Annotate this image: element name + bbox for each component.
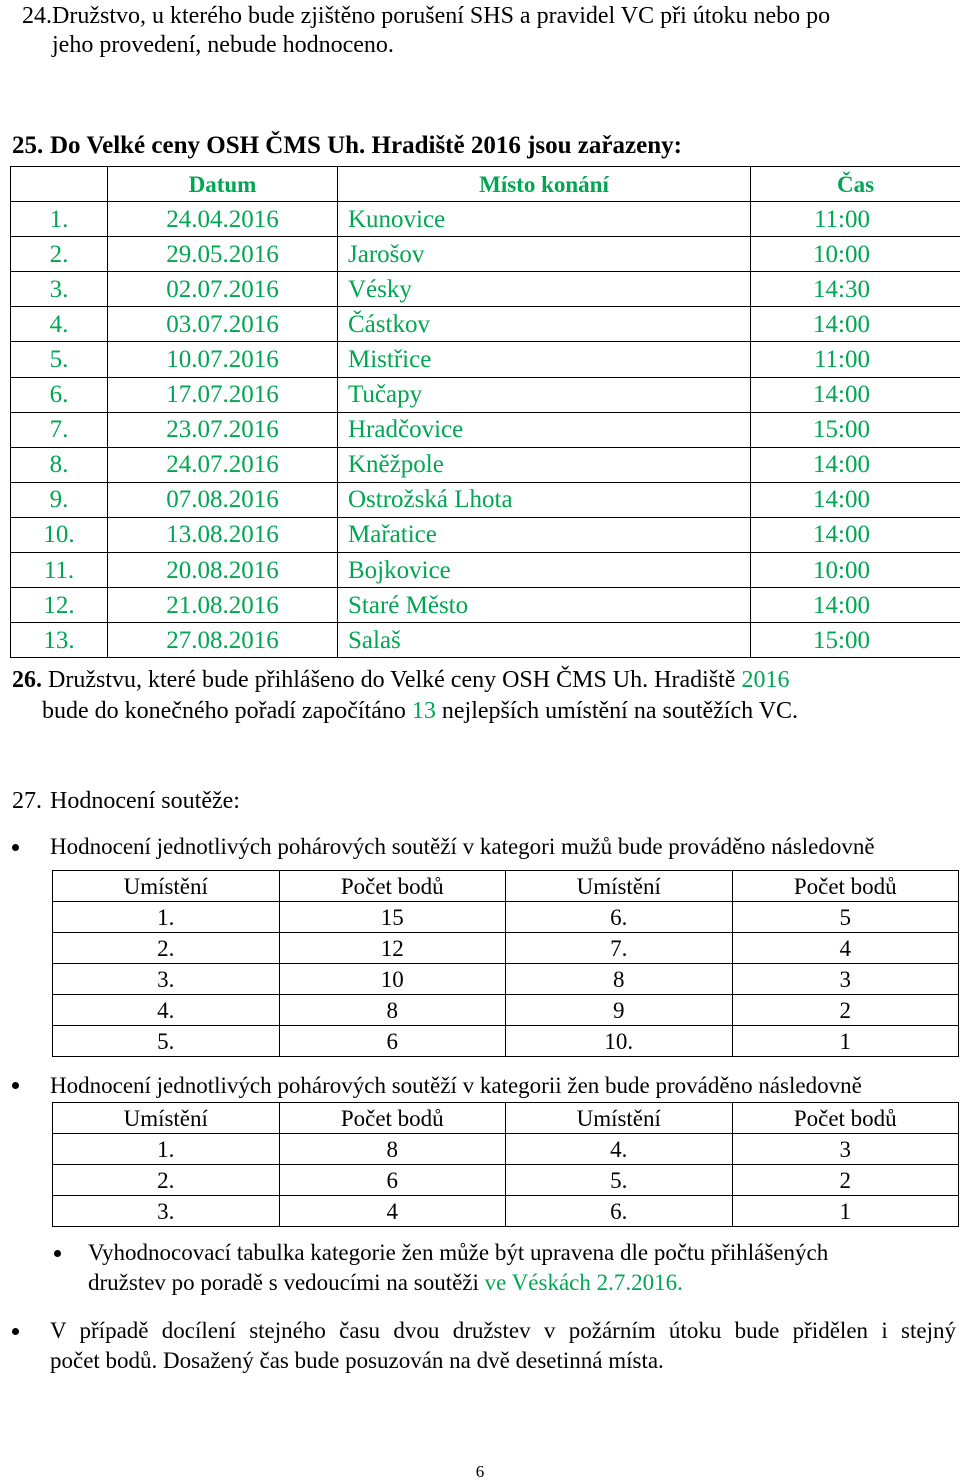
race-number: 7. (11, 412, 108, 447)
race-place: Vésky (338, 272, 751, 307)
men-points-2: 2 (732, 995, 959, 1026)
races-row (11, 412, 960, 447)
race-number: 13. (11, 623, 108, 658)
race-number: 5. (11, 342, 108, 377)
men-points-1: 10 (279, 964, 506, 995)
race-time: 11:00 (751, 202, 960, 237)
men-points-row (53, 995, 959, 1026)
race-number: 11. (11, 553, 108, 588)
race-time: 14:00 (751, 307, 960, 342)
race-number: 4. (11, 307, 108, 342)
item-27-text: Hodnocení soutěže: (50, 788, 240, 814)
men-points-2: 5 (732, 902, 959, 933)
men-points-header-row (53, 871, 959, 902)
race-place: Jarošov (338, 237, 751, 272)
race-place: Částkov (338, 307, 751, 342)
women-points-row (53, 1165, 959, 1196)
women-points-table (52, 1102, 959, 1227)
item-26 (12, 665, 952, 727)
race-time: 14:00 (751, 517, 960, 552)
race-place: Kněžpole (338, 447, 751, 482)
races-header-place: Místo konání (338, 167, 751, 202)
women-table-note (88, 1238, 948, 1298)
race-time: 15:00 (751, 623, 960, 658)
men-points-1: 6 (279, 1026, 506, 1057)
race-time: 14:00 (751, 377, 960, 412)
men-points-2: 4 (732, 933, 959, 964)
races-row (11, 588, 960, 623)
women-points-2: 3 (732, 1134, 959, 1165)
item-26-text3: nejlepších umístění na soutěžích VC. (435, 698, 799, 724)
races-header-row (11, 167, 960, 202)
race-place: Mistřice (338, 342, 751, 377)
men-place-2: 6. (506, 902, 733, 933)
race-place: Bojkovice (338, 553, 751, 588)
race-date: 24.07.2016 (108, 447, 338, 482)
race-date: 02.07.2016 (108, 272, 338, 307)
race-date: 29.05.2016 (108, 237, 338, 272)
races-row (11, 517, 960, 552)
races-row (11, 482, 960, 517)
race-number: 1. (11, 202, 108, 237)
race-number: 8. (11, 447, 108, 482)
race-date: 10.07.2016 (108, 342, 338, 377)
men-place-2: 9 (506, 995, 733, 1026)
race-time: 14:00 (751, 447, 960, 482)
races-header-number (11, 167, 108, 202)
item-26-count: 13 (411, 698, 436, 724)
bullet-icon (12, 844, 19, 851)
women-place-1: 2. (53, 1165, 280, 1196)
item-24-line1: Družstvo, u kterého bude zjištěno porušení SHS a pravidel VC při útoku nebo po (52, 3, 831, 29)
women-place-1: 1. (53, 1134, 280, 1165)
race-place: Kunovice (338, 202, 751, 237)
women-points-2: 1 (732, 1196, 959, 1227)
men-points-1: 8 (279, 995, 506, 1026)
women-header-place-2: Umístění (506, 1103, 733, 1134)
item-27-number: 27. (12, 788, 42, 814)
race-number: 9. (11, 482, 108, 517)
men-header-points-2: Počet bodů (732, 871, 959, 902)
men-points-row (53, 1026, 959, 1057)
women-header-place-1: Umístění (53, 1103, 280, 1134)
men-place-1: 4. (53, 995, 280, 1026)
race-date: 17.07.2016 (108, 377, 338, 412)
race-time: 10:00 (751, 237, 960, 272)
women-points-1: 8 (279, 1134, 506, 1165)
men-place-2: 7. (506, 933, 733, 964)
races-header-date: Datum (108, 167, 338, 202)
race-place: Mařatice (338, 517, 751, 552)
races-row (11, 623, 960, 658)
race-time: 14:00 (751, 482, 960, 517)
race-number: 3. (11, 272, 108, 307)
race-number: 2. (11, 237, 108, 272)
race-date: 27.08.2016 (108, 623, 338, 658)
men-place-1: 3. (53, 964, 280, 995)
race-place: Salaš (338, 623, 751, 658)
men-points-row (53, 964, 959, 995)
races-table (10, 166, 960, 658)
women-place-2: 4. (506, 1134, 733, 1165)
men-points-row (53, 902, 959, 933)
bullet-icon (12, 1328, 19, 1335)
men-points-1: 12 (279, 933, 506, 964)
women-header-points-2: Počet bodů (732, 1103, 959, 1134)
women-points-2: 2 (732, 1165, 959, 1196)
race-place: Staré Město (338, 588, 751, 623)
women-place-1: 3. (53, 1196, 280, 1227)
women-points-header-row (53, 1103, 959, 1134)
women-points-row (53, 1134, 959, 1165)
tie-rule-line2: počet bodů. Dosažený čas bude posuzován na dvě desetinná místa. (50, 1348, 664, 1373)
races-row (11, 447, 960, 482)
women-note-date: ve Véskách 2.7.2016. (484, 1270, 683, 1295)
race-number: 12. (11, 588, 108, 623)
race-place: Hradčovice (338, 412, 751, 447)
race-date: 07.08.2016 (108, 482, 338, 517)
race-time: 10:00 (751, 553, 960, 588)
item-26-text1: Družstvu, které bude přihlášeno do Velké ceny OSH ČMS Uh. Hradiště (48, 667, 742, 693)
men-place-1: 1. (53, 902, 280, 933)
men-header-points-1: Počet bodů (279, 871, 506, 902)
women-scoring-text: Hodnocení jednotlivých pohárových soutěží v kategorii žen bude prováděno následovně (50, 1073, 862, 1098)
item-24 (22, 2, 960, 60)
races-row (11, 553, 960, 588)
race-time: 14:00 (751, 588, 960, 623)
page-number: 6 (475, 1462, 485, 1481)
item-26-text2: bude do konečného pořadí započítáno (42, 698, 412, 724)
race-time: 14:30 (751, 272, 960, 307)
item-25-number: 25. (12, 132, 44, 159)
men-place-2: 10. (506, 1026, 733, 1057)
races-header-time: Čas (751, 167, 960, 202)
bullet-icon (54, 1250, 61, 1257)
race-number: 10. (11, 517, 108, 552)
item-27 (12, 788, 240, 815)
race-number: 6. (11, 377, 108, 412)
race-date: 21.08.2016 (108, 588, 338, 623)
item-24-line2: jeho provedení, nebude hodnoceno. (52, 32, 394, 58)
men-points-2: 3 (732, 964, 959, 995)
women-place-2: 5. (506, 1165, 733, 1196)
men-header-place-2: Umístění (506, 871, 733, 902)
item-25-heading (12, 130, 682, 162)
races-row (11, 202, 960, 237)
women-header-points-1: Počet bodů (279, 1103, 506, 1134)
race-place: Ostrožská Lhota (338, 482, 751, 517)
men-points-1: 15 (279, 902, 506, 933)
races-row (11, 342, 960, 377)
race-place: Tučapy (338, 377, 751, 412)
race-time: 15:00 (751, 412, 960, 447)
bullet-icon (12, 1082, 19, 1089)
item-25-text: Do Velké ceny OSH ČMS Uh. Hradiště 2016 jsou zařazeny: (50, 132, 682, 159)
men-place-1: 5. (53, 1026, 280, 1057)
race-time: 11:00 (751, 342, 960, 377)
race-date: 20.08.2016 (108, 553, 338, 588)
women-points-1: 6 (279, 1165, 506, 1196)
item-26-number: 26. (12, 667, 42, 693)
men-scoring-text: Hodnocení jednotlivých pohárových soutěží v kategori mužů bude prováděno následovně (50, 834, 875, 859)
race-date: 13.08.2016 (108, 517, 338, 552)
race-date: 24.04.2016 (108, 202, 338, 237)
men-place-2: 8 (506, 964, 733, 995)
races-row (11, 237, 960, 272)
race-date: 03.07.2016 (108, 307, 338, 342)
races-row (11, 307, 960, 342)
men-points-2: 1 (732, 1026, 959, 1057)
men-header-place-1: Umístění (53, 871, 280, 902)
men-points-table (52, 870, 959, 1057)
tie-rule-line1: V případě docílení stejného času dvou družstev v požárním útoku bude přidělen i stejný (50, 1318, 956, 1343)
tie-rule (50, 1316, 956, 1376)
item-24-number: 24. (22, 3, 52, 29)
women-points-1: 4 (279, 1196, 506, 1227)
women-points-row (53, 1196, 959, 1227)
men-points-row (53, 933, 959, 964)
item-26-year: 2016 (741, 667, 790, 693)
race-date: 23.07.2016 (108, 412, 338, 447)
women-place-2: 6. (506, 1196, 733, 1227)
women-note-line2: družstev po poradě s vedoucími na soutěži (88, 1270, 485, 1295)
races-row (11, 377, 960, 412)
races-row (11, 272, 960, 307)
men-place-1: 2. (53, 933, 280, 964)
women-note-line1: Vyhodnocovací tabulka kategorie žen může být upravena dle počtu přihlášených (88, 1240, 829, 1265)
